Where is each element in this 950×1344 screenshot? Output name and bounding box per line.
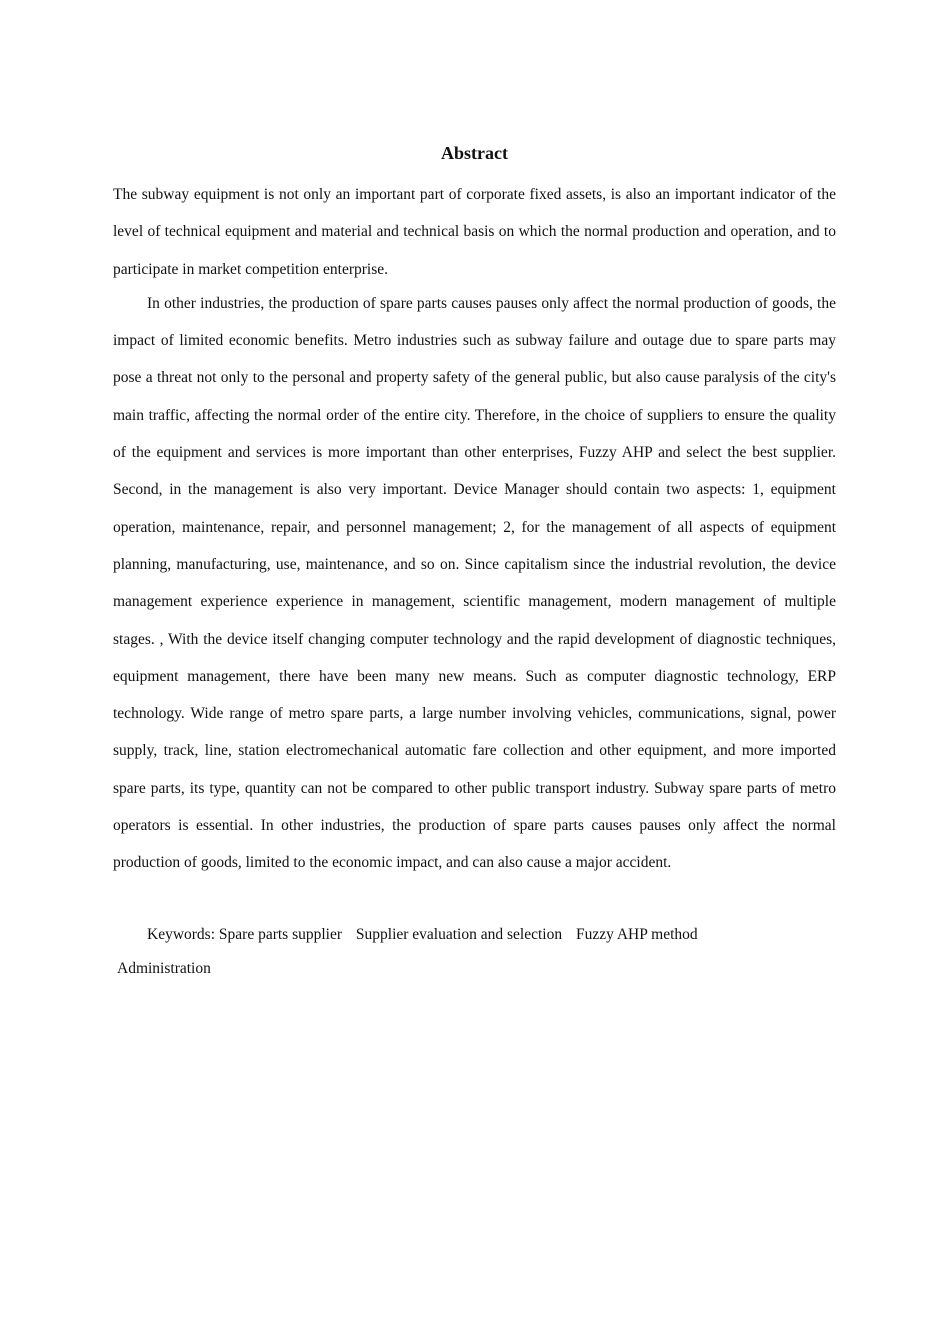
keywords-section: [113, 918, 836, 986]
keywords-line: [113, 918, 836, 952]
keyword-item: Spare parts supplier: [218, 925, 343, 943]
abstract-paragraph-2: In other industries, the production of spare parts causes pauses only affect the normal production of goods, the impact of limited economic benefits. Metro industries such as subway failure and outage due to spare parts may pose a threat not only to the personal and property safety of the general public, but also cause paralysis of the city's main traffic, affecting the normal order of the entire city. Therefore, in the choice of suppliers to ensure the quality of the equipment and services is more important than other enterprises, Fuzzy AHP and select the best supplier. Second, in the management is also very important. Device Manager should contain two aspects: 1, equipment operation, maintenance, repair, and personnel management; 2, for the management of all aspects of equipment planning, manufacturing, use, maintenance, and so on. Since capitalism since the industrial revolution, the device management experience experience in management, scientific management, modern management of multiple stages. , With the device itself changing computer technology and the rapid development of diagnostic techniques, equipment management, there have been many new means. Such as computer diagnostic technology, ERP technology. Wide range of metro spare parts, a large number involving vehicles, communications, signal, power supply, track, line, station electromechanical automatic fare collection and other equipment, and more imported spare parts, its type, quantity can not be compared to other public transport industry. Subway spare parts of metro operators is essential. In other industries, the production of spare parts causes pauses only affect the normal production of goods, limited to the economic impact, and can also cause a major accident.: [113, 294, 836, 872]
keyword-item: Supplier evaluation and selection: [355, 925, 563, 943]
keyword-item: Fuzzy AHP method: [575, 925, 698, 943]
keyword-item: Administration: [117, 959, 211, 977]
document-page: [113, 140, 836, 986]
abstract-paragraph-1: The subway equipment is not only an important part of corporate fixed assets, is also an important indicator of the level of technical equipment and material and technical basis on which the normal production and operation, and to participate in market competition enterprise.: [113, 186, 836, 278]
keywords-label: Keywords:: [147, 925, 219, 943]
abstract-title: Abstract: [441, 143, 508, 163]
keywords-line-continued: [113, 952, 836, 986]
